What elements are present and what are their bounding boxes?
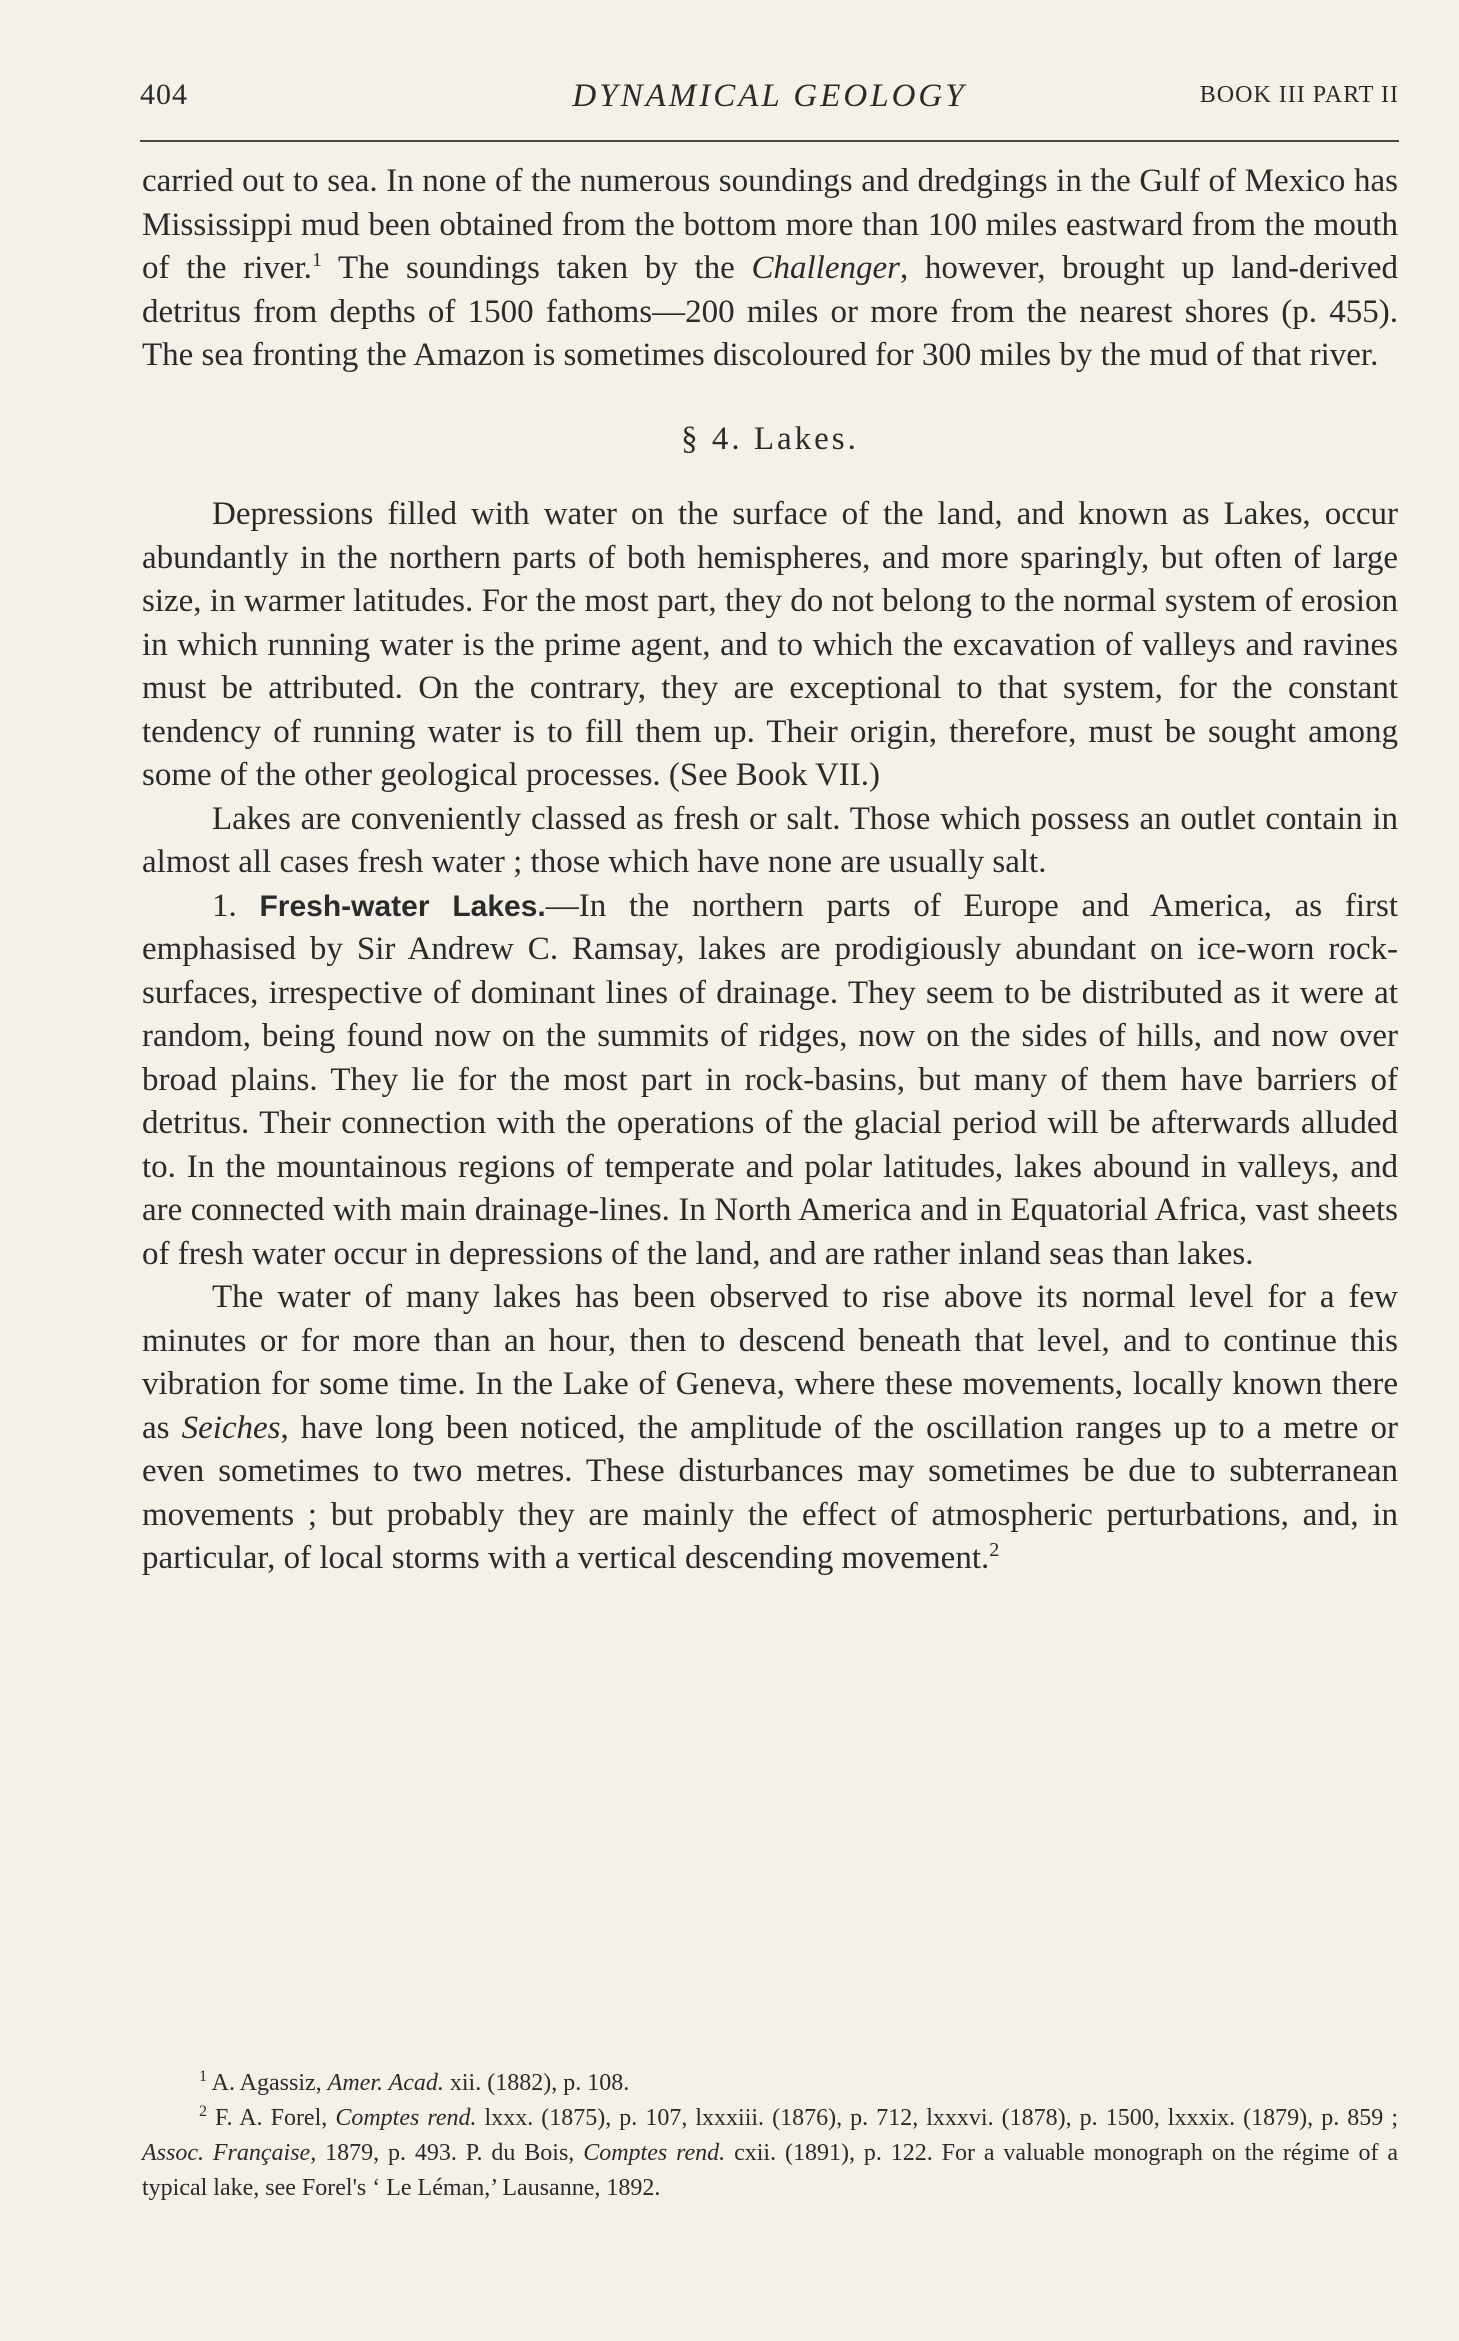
main-text [142, 160, 1398, 1581]
footnote-2: $^2$ F. A. Forel, Comptes rend. lxxx. (1875), p. 107, lxxxiii. (1876), p. 712, lxxxvi. (1878), p. 1500, lxxxix. (1879), p. 859 ; Assoc. Française, 1879, p. 493. P. du Bois, Comptes rend. cxii. (1891), p. 122. For a valuable monograph on the régime of a typical lake, see Forel's ‘ Le Léman,’ Lausanne, 1892. [142, 2103, 1398, 2201]
paragraph: Depressions filled with water on the surface of the land, and known as Lakes, occur abundantly in the northern parts of both hemispheres, and more sparingly, but often of large size, in warmer latitudes. For the most part, they do not belong to the normal system of erosion in which running water is the prime agent, and to which the excavation of valleys and ravines must be attributed. On the contrary, they are exceptional to that system, for the constant tendency of running water is to fill them up. Their origin, therefore, must be sought among some of the other geological processes. (See Book VII.) [142, 496, 1398, 793]
footnotes [142, 2066, 1398, 2206]
paragraph-seiches: The water of many lakes has been observed to rise above its normal level for a few minutes or for more than an hour, then to descend beneath that level, and to continue this vibration for some time. In the Lake of Geneva, where these movements, locally known there as Seiches, have long been noticed, the amplitude of the oscillation ranges up to a metre or even sometimes to two metres. These disturbances may sometimes be due to subterranean movements ; but probably they are mainly the effect of atmospheric perturbations, and, in particular, of local storms with a vertical descending movement.$^2$ [142, 1279, 1398, 1576]
paragraph: Lakes are conveniently classed as fresh or salt. Those which possess an outlet contain in almost all cases fresh water ; those which have none are usually salt. [142, 800, 1398, 880]
section-heading: § 4. Lakes. [681, 420, 859, 457]
paragraph-fresh-water-lakes: 1. Fresh-water Lakes.—In the northern parts of Europe and America, as first emphasised by Sir Andrew C. Ramsay, lakes are prodigiously abundant on ice-worn rock-surfaces, irrespective of dominant lines of drainage. They seem to be distributed as it were at random, being found now on the summits of ridges, now on the sides of hills, and now over broad plains. They lie for the most part in rock-basins, but many of them have barriers of detritus. Their connection with the operations of the glacial period will be afterwards alluded to. In the mountainous regions of temperate and polar latitudes, lakes abound in valleys, and are connected with main drainage-lines. In North America and in Equatorial Africa, vast sheets of fresh water occur in depressions of the land, and are rather inland seas than lakes. [142, 887, 1399, 1272]
page-header [140, 78, 1399, 126]
footnote-1: $^1$ A. Agassiz, Amer. Acad. xii. (1882), p. 108. [199, 2068, 630, 2096]
paragraph-continued: carried out to sea. In none of the numerous soundings and dredgings in the Gulf of Mexico has Mississippi mud been obtained from the bottom more than 100 miles eastward from the mouth of the river.$^1$ The soundings taken by the Challenger, however, brought up land-derived detritus from depths of 1500 fathoms—200 miles or more from the nearest shores (p. 455). The sea fronting the Amazon is sometimes discoloured for 300 miles by the mud of that river. [142, 163, 1398, 373]
ship-name: Challenger [751, 250, 900, 286]
book-part-label: BOOK III PART II [1199, 82, 1399, 108]
footnote-ref-2: 2 [989, 1539, 1000, 1561]
header-rule [140, 140, 1399, 142]
page-number: 404 [140, 78, 188, 111]
subheading-fresh-water-lakes: Fresh-water Lakes. [259, 889, 546, 923]
footnote-ref-1: 1 [311, 249, 322, 271]
term-seiches: Seiches [181, 1409, 281, 1446]
running-title: DYNAMICAL GEOLOGY [572, 78, 967, 114]
